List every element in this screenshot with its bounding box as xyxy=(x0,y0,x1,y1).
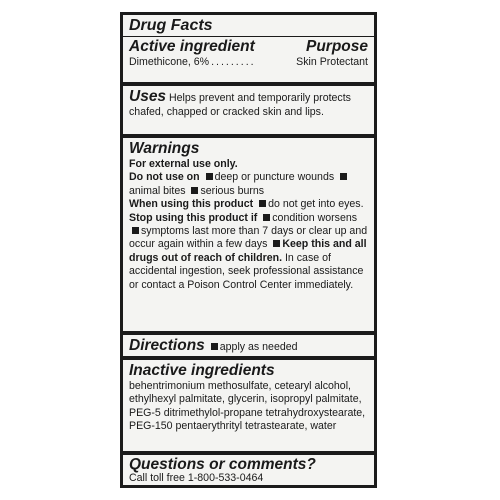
inactive-ingredients-text: behentrimonium methosulfate, cetearyl alcohol, ethylhexyl palmitate, glycerin, isopropyl palmitate, PEG-5 ditrimethylol-propane tetrahydroxystearate, PEG-150 pentaerythrityl tetrastearate, water xyxy=(129,380,366,433)
do-not-use-warning xyxy=(129,171,368,198)
bullet-square-icon xyxy=(132,227,139,234)
purpose-value: Skin Protectant xyxy=(296,56,368,68)
do-not-use-label: Do not use on xyxy=(129,171,200,184)
purpose-heading: Purpose xyxy=(305,38,368,55)
drug-facts-panel xyxy=(120,12,377,488)
bullet-square-icon xyxy=(191,187,198,194)
bullet-square-icon xyxy=(206,173,213,180)
stop-using-label: Stop using this product if xyxy=(129,211,258,224)
stop-using-item: symptoms last more than 7 days or clear up and occur again within a few days xyxy=(129,225,368,251)
drug-facts-title: Drug Facts xyxy=(129,17,213,34)
accidental-ingestion-warning: In case of accidental ingestion, seek professional assistance or contact a Poison Control Center immediately. xyxy=(129,251,364,291)
do-not-use-item: deep or puncture wounds xyxy=(214,171,335,184)
questions-heading: Questions or comments? xyxy=(129,456,316,473)
warnings-section xyxy=(123,138,374,331)
bullet-square-icon xyxy=(259,200,266,207)
active-ingredient-heading: Active ingredient xyxy=(129,38,255,55)
external-use-warning: For external use only. xyxy=(129,158,238,170)
active-ingredient-row xyxy=(129,56,368,69)
dot-leader: ......... xyxy=(211,56,256,68)
do-not-use-item: animal bites xyxy=(129,184,186,197)
when-using-warning xyxy=(129,198,368,211)
when-using-item: do not get into eyes. xyxy=(268,198,364,211)
bullet-square-icon xyxy=(263,214,270,221)
inactive-ingredients-section xyxy=(123,360,374,451)
divider xyxy=(123,36,374,37)
inactive-ingredients-heading: Inactive ingredients xyxy=(129,362,275,379)
directions-item: apply as needed xyxy=(219,341,298,353)
bullet-square-icon xyxy=(340,173,347,180)
questions-phone: Call toll free 1-800-533-0464 xyxy=(129,472,264,484)
questions-section xyxy=(123,455,374,485)
active-ingredient-name: Dimethicone, 6% xyxy=(129,56,210,68)
uses-heading: Uses xyxy=(129,88,167,105)
warnings-heading: Warnings xyxy=(129,140,200,157)
directions-section xyxy=(123,335,374,356)
active-ingredient-header xyxy=(129,38,368,56)
directions-heading: Directions xyxy=(129,337,205,354)
drug-facts-section xyxy=(123,15,374,82)
stop-using-warning xyxy=(129,212,368,292)
uses-text: Helps prevent and temporarily protects chafed, chapped or cracked skin and lips. xyxy=(129,92,351,118)
bullet-square-icon xyxy=(273,240,280,247)
bullet-square-icon xyxy=(211,343,218,350)
stop-using-item: condition worsens xyxy=(272,211,358,224)
keep-out-of-reach-warning: Keep this and all drugs out of reach of children. xyxy=(129,238,367,264)
do-not-use-item: serious burns xyxy=(200,184,265,197)
uses-section xyxy=(123,86,374,134)
when-using-label: When using this product xyxy=(129,198,254,211)
